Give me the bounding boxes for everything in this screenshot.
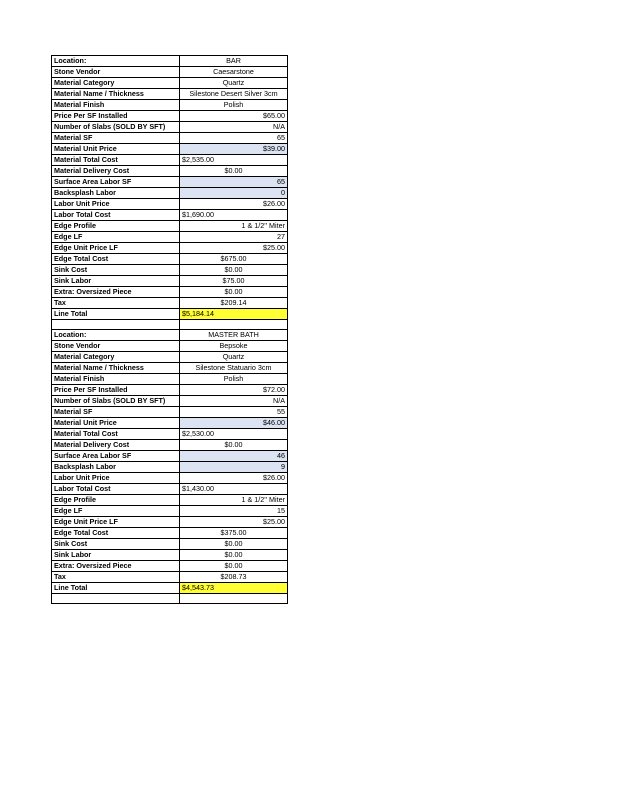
table-row — [52, 451, 288, 462]
field-value: $39.00 — [180, 144, 288, 155]
table-row — [52, 561, 288, 572]
field-label: Backsplash Labor — [52, 188, 180, 199]
field-label: Material Name / Thickness — [52, 363, 180, 374]
field-label: Tax — [52, 298, 180, 309]
field-value: $26.00 — [180, 473, 288, 484]
field-value: $0.00 — [180, 539, 288, 550]
field-value: 1 & 1/2'' Miter — [180, 495, 288, 506]
field-value: Caesarstone — [180, 67, 288, 78]
blank-cell — [180, 320, 288, 330]
table-row — [52, 517, 288, 528]
field-value: $0.00 — [180, 550, 288, 561]
table-row — [52, 583, 288, 594]
table-row — [52, 462, 288, 473]
table-row — [52, 418, 288, 429]
field-value: Quartz — [180, 78, 288, 89]
field-value: $209.14 — [180, 298, 288, 309]
field-value: $26.00 — [180, 199, 288, 210]
table-row — [52, 177, 288, 188]
table-row — [52, 374, 288, 385]
field-value: $675.00 — [180, 254, 288, 265]
field-value: 65 — [180, 177, 288, 188]
field-value: $46.00 — [180, 418, 288, 429]
table-row — [52, 550, 288, 561]
field-value: BAR — [180, 56, 288, 67]
field-label: Material Finish — [52, 100, 180, 111]
table-row — [52, 407, 288, 418]
field-value: $0.00 — [180, 561, 288, 572]
table-row — [52, 89, 288, 100]
field-label: Line Total — [52, 583, 180, 594]
table-row — [52, 287, 288, 298]
table-row — [52, 243, 288, 254]
table-row — [52, 473, 288, 484]
field-label: Edge Total Cost — [52, 254, 180, 265]
estimate-table-body — [52, 56, 288, 604]
field-label: Sink Labor — [52, 276, 180, 287]
table-row — [52, 166, 288, 177]
table-row — [52, 188, 288, 199]
table-row — [52, 429, 288, 440]
field-value: $0.00 — [180, 265, 288, 276]
field-value: $1,690.00 — [180, 210, 288, 221]
field-value: Quartz — [180, 352, 288, 363]
field-label: Material Total Cost — [52, 429, 180, 440]
blank-cell — [52, 320, 180, 330]
field-value: $0.00 — [180, 440, 288, 451]
field-value: $65.00 — [180, 111, 288, 122]
field-value: 0 — [180, 188, 288, 199]
table-row — [52, 155, 288, 166]
field-value: 46 — [180, 451, 288, 462]
field-label: Price Per SF Installed — [52, 385, 180, 396]
field-value: N/A — [180, 122, 288, 133]
field-value: Silestone Statuario 3cm — [180, 363, 288, 374]
line-total-value: $5,184.14 — [180, 309, 288, 320]
blank-cell — [180, 594, 288, 604]
field-value: $375.00 — [180, 528, 288, 539]
field-label: Material Delivery Cost — [52, 440, 180, 451]
field-label: Stone Vendor — [52, 67, 180, 78]
field-label: Extra: Oversized Piece — [52, 561, 180, 572]
field-label: Edge Profile — [52, 221, 180, 232]
estimate-table — [51, 55, 288, 604]
table-row — [52, 122, 288, 133]
field-value: $25.00 — [180, 243, 288, 254]
table-row — [52, 528, 288, 539]
table-row — [52, 78, 288, 89]
field-label: Material SF — [52, 133, 180, 144]
field-label: Number of Slabs (SOLD BY SFT) — [52, 396, 180, 407]
field-label: Material Finish — [52, 374, 180, 385]
table-row — [52, 495, 288, 506]
table-row — [52, 506, 288, 517]
table-row — [52, 572, 288, 583]
field-label: Edge Unit Price LF — [52, 517, 180, 528]
table-row — [52, 133, 288, 144]
blank-row — [52, 320, 288, 330]
field-label: Backsplash Labor — [52, 462, 180, 473]
field-label: Edge Unit Price LF — [52, 243, 180, 254]
field-value: 1 & 1/2'' Miter — [180, 221, 288, 232]
table-row — [52, 330, 288, 341]
field-value: MASTER BATH — [180, 330, 288, 341]
table-row — [52, 111, 288, 122]
field-value: $75.00 — [180, 276, 288, 287]
field-label: Surface Area Labor SF — [52, 177, 180, 188]
table-row — [52, 385, 288, 396]
table-row — [52, 144, 288, 155]
table-row — [52, 199, 288, 210]
field-label: Labor Unit Price — [52, 473, 180, 484]
table-row — [52, 539, 288, 550]
field-label: Line Total — [52, 309, 180, 320]
table-row — [52, 232, 288, 243]
field-label: Labor Total Cost — [52, 210, 180, 221]
field-value: N/A — [180, 396, 288, 407]
field-label: Material Category — [52, 78, 180, 89]
field-value: 15 — [180, 506, 288, 517]
table-row — [52, 265, 288, 276]
field-label: Edge Profile — [52, 495, 180, 506]
table-row — [52, 309, 288, 320]
table-row — [52, 484, 288, 495]
field-value: Polish — [180, 100, 288, 111]
table-row — [52, 254, 288, 265]
field-value: $0.00 — [180, 166, 288, 177]
field-label: Sink Cost — [52, 539, 180, 550]
field-label: Material Delivery Cost — [52, 166, 180, 177]
field-label: Extra: Oversized Piece — [52, 287, 180, 298]
field-label: Number of Slabs (SOLD BY SFT) — [52, 122, 180, 133]
field-value: $208.73 — [180, 572, 288, 583]
field-label: Sink Cost — [52, 265, 180, 276]
field-value: Bepsoke — [180, 341, 288, 352]
table-row — [52, 221, 288, 232]
table-row — [52, 276, 288, 287]
field-label: Material SF — [52, 407, 180, 418]
table-row — [52, 363, 288, 374]
field-value: Polish — [180, 374, 288, 385]
field-value: 65 — [180, 133, 288, 144]
table-row — [52, 100, 288, 111]
field-value: 55 — [180, 407, 288, 418]
field-label: Location: — [52, 56, 180, 67]
field-value: 27 — [180, 232, 288, 243]
field-label: Surface Area Labor SF — [52, 451, 180, 462]
field-label: Tax — [52, 572, 180, 583]
field-label: Sink Labor — [52, 550, 180, 561]
table-row — [52, 396, 288, 407]
line-total-value: $4,543.73 — [180, 583, 288, 594]
field-value: $25.00 — [180, 517, 288, 528]
field-value: $72.00 — [180, 385, 288, 396]
table-row — [52, 352, 288, 363]
field-label: Location: — [52, 330, 180, 341]
table-row — [52, 56, 288, 67]
field-value: Silestone Desert Silver 3cm — [180, 89, 288, 100]
field-label: Edge Total Cost — [52, 528, 180, 539]
blank-cell — [52, 594, 180, 604]
field-label: Material Total Cost — [52, 155, 180, 166]
table-row — [52, 440, 288, 451]
blank-row — [52, 594, 288, 604]
field-label: Price Per SF Installed — [52, 111, 180, 122]
table-row — [52, 210, 288, 221]
field-label: Material Name / Thickness — [52, 89, 180, 100]
field-label: Labor Total Cost — [52, 484, 180, 495]
field-label: Edge LF — [52, 232, 180, 243]
field-label: Material Category — [52, 352, 180, 363]
field-label: Labor Unit Price — [52, 199, 180, 210]
field-label: Material Unit Price — [52, 418, 180, 429]
field-label: Edge LF — [52, 506, 180, 517]
table-row — [52, 298, 288, 309]
field-value: $2,535.00 — [180, 155, 288, 166]
field-label: Material Unit Price — [52, 144, 180, 155]
field-value: $1,430.00 — [180, 484, 288, 495]
field-value: 9 — [180, 462, 288, 473]
field-value: $0.00 — [180, 287, 288, 298]
field-label: Stone Vendor — [52, 341, 180, 352]
field-value: $2,530.00 — [180, 429, 288, 440]
table-row — [52, 67, 288, 78]
table-row — [52, 341, 288, 352]
